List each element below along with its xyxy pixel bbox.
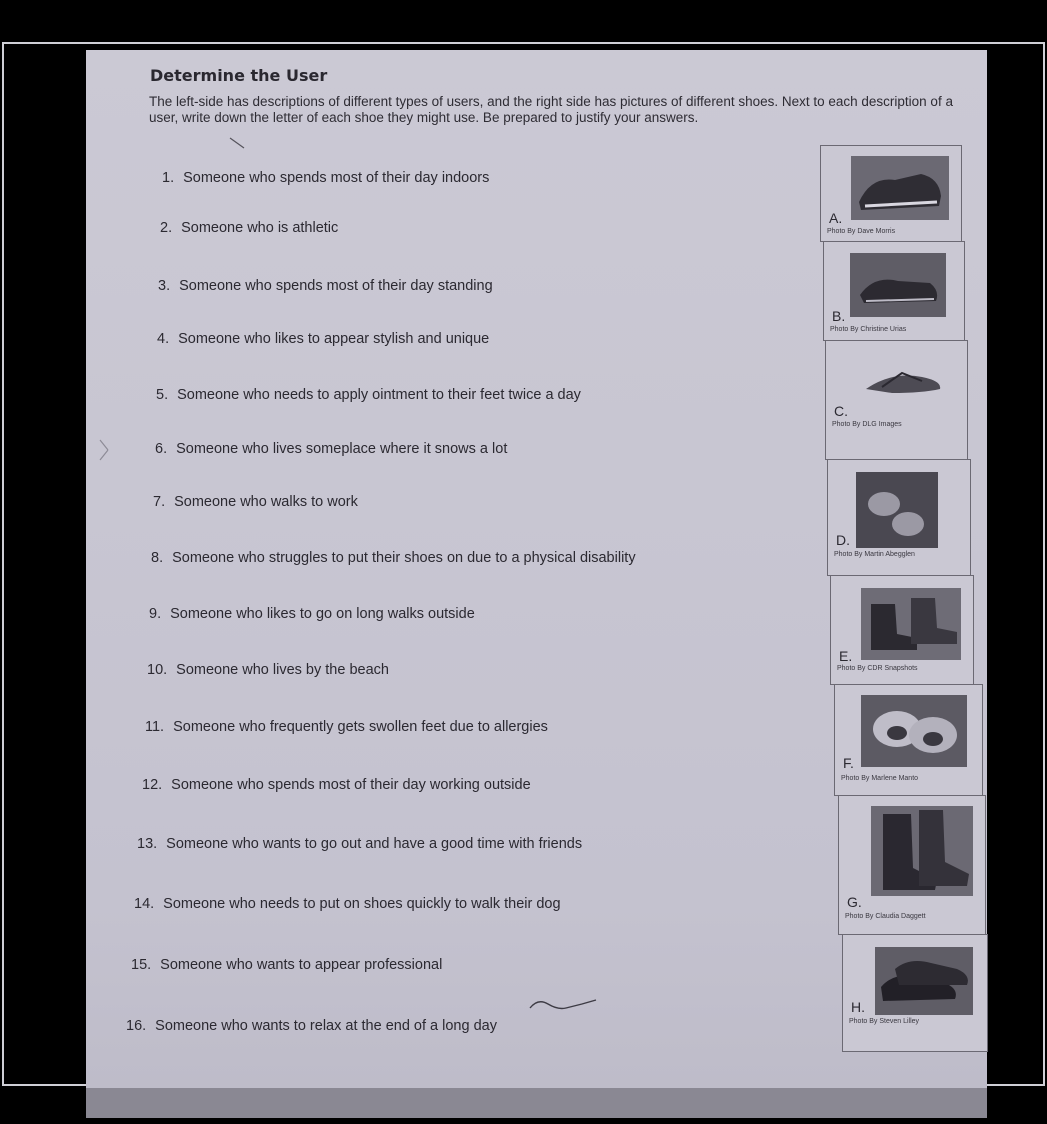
- shoe-cell-e: [830, 575, 974, 685]
- list-item: 16. Someone who wants to relax at the end of a long day: [126, 1018, 497, 1034]
- photo-credit: Photo By CDR Snapshots: [837, 665, 918, 672]
- worksheet-title: Determine the User: [150, 66, 328, 85]
- slipper-icon: [861, 695, 967, 767]
- list-item-text: Someone who lives someplace where it snows a lot: [176, 441, 508, 457]
- cowboy-boot-icon: [871, 806, 973, 896]
- list-item: 15. Someone who wants to appear professional: [131, 957, 443, 973]
- photo-credit: Photo By Christine Urias: [830, 326, 907, 333]
- list-item-text: Someone who wants to appear professional: [160, 957, 443, 973]
- list-item-text: Someone who needs to put on shoes quickly to walk their dog: [163, 896, 561, 912]
- pencil-mark-icon: [228, 136, 248, 150]
- list-item-text: Someone who spends most of their day standing: [179, 278, 493, 294]
- photo-credit: Photo By Steven Lilley: [849, 1018, 920, 1025]
- list-item-text: Someone who wants to go out and have a good time with friends: [166, 836, 583, 852]
- list-item-text: Someone who needs to apply ointment to their feet twice a day: [177, 387, 581, 403]
- shoe-cell-c: [825, 340, 968, 460]
- snow-boot-icon: [861, 588, 961, 660]
- shoe-cell-g: [838, 795, 986, 935]
- photo-credit: Photo By DLG Images: [832, 421, 902, 428]
- shoe-letter: E.: [839, 648, 853, 664]
- list-item: 2. Someone who is athletic: [160, 220, 339, 236]
- photo-credit: Photo By Marlene Manto: [841, 775, 919, 782]
- running-shoe-icon: [850, 253, 946, 317]
- shoe-letter: A.: [829, 210, 843, 226]
- list-item-text: Someone who spends most of their day working outside: [171, 777, 531, 793]
- clog-icon: [856, 472, 938, 548]
- worksheet-instructions: The left-side has descriptions of different types of users, and the right side has pictures of different shoes. Next to each description of a user, write down the letter of each shoe they might use. Be prepared to justify your answers.: [149, 94, 953, 125]
- dress-shoe-icon: [875, 947, 973, 1015]
- list-item: 7. Someone who walks to work: [153, 494, 358, 510]
- list-item: 9. Someone who likes to go on long walks outside: [149, 606, 475, 622]
- list-item: 4. Someone who likes to appear stylish and unique: [157, 331, 490, 347]
- margin-mark-icon: [96, 436, 116, 466]
- shoe-cell-h: [842, 934, 988, 1052]
- list-item: 5. Someone who needs to apply ointment to their feet twice a day: [156, 387, 581, 403]
- list-item: 3. Someone who spends most of their day standing: [158, 278, 493, 294]
- list-item-text: Someone who walks to work: [174, 494, 358, 510]
- shoe-cell-d: [827, 459, 971, 576]
- list-item: 13. Someone who wants to go out and have a good time with friends: [137, 836, 583, 852]
- list-item: 11. Someone who frequently gets swollen feet due to allergies: [145, 719, 548, 735]
- flip-flop-icon: [862, 363, 946, 399]
- list-item-text: Someone who likes to go on long walks outside: [170, 606, 475, 622]
- shoe-letter: C.: [834, 403, 848, 419]
- shoe-letter: G.: [847, 894, 862, 910]
- photo-credit: Photo By Martin Abegglen: [834, 551, 915, 558]
- photo-credit: Photo By Dave Morris: [827, 228, 896, 235]
- list-item-text: Someone who is athletic: [181, 220, 339, 236]
- list-item-text: Someone who wants to relax at the end of a long day: [155, 1018, 497, 1034]
- shoe-letter: B.: [832, 308, 846, 324]
- sneaker-icon: [851, 156, 949, 220]
- list-item-text: Someone who struggles to put their shoes on due to a physical disability: [172, 550, 636, 566]
- list-item-text: Someone who lives by the beach: [176, 662, 389, 678]
- list-item-text: Someone who frequently gets swollen feet due to allergies: [173, 719, 548, 735]
- list-item: 12. Someone who spends most of their day working outside: [142, 777, 531, 793]
- page-shadow: [86, 1088, 987, 1118]
- list-item: 8. Someone who struggles to put their shoes on due to a physical disability: [151, 550, 636, 566]
- shoe-cell-b: [823, 241, 965, 341]
- list-item: 14. Someone who needs to put on shoes quickly to walk their dog: [134, 896, 561, 912]
- list-item-text: Someone who likes to appear stylish and unique: [178, 331, 490, 347]
- shoe-letter: D.: [836, 532, 850, 548]
- shoe-cell-f: [834, 684, 983, 796]
- list-item: 10. Someone who lives by the beach: [147, 662, 389, 678]
- list-item: 1. Someone who spends most of their day indoors: [162, 170, 490, 186]
- shoe-cell-a: [820, 145, 962, 242]
- list-item: 6. Someone who lives someplace where it snows a lot: [155, 441, 508, 457]
- squiggle-mark-icon: [528, 996, 600, 1016]
- list-item-text: Someone who spends most of their day indoors: [183, 170, 490, 186]
- shoe-letter: H.: [851, 999, 865, 1015]
- shoe-letter: F.: [843, 755, 854, 771]
- photo-credit: Photo By Claudia Daggett: [845, 913, 926, 920]
